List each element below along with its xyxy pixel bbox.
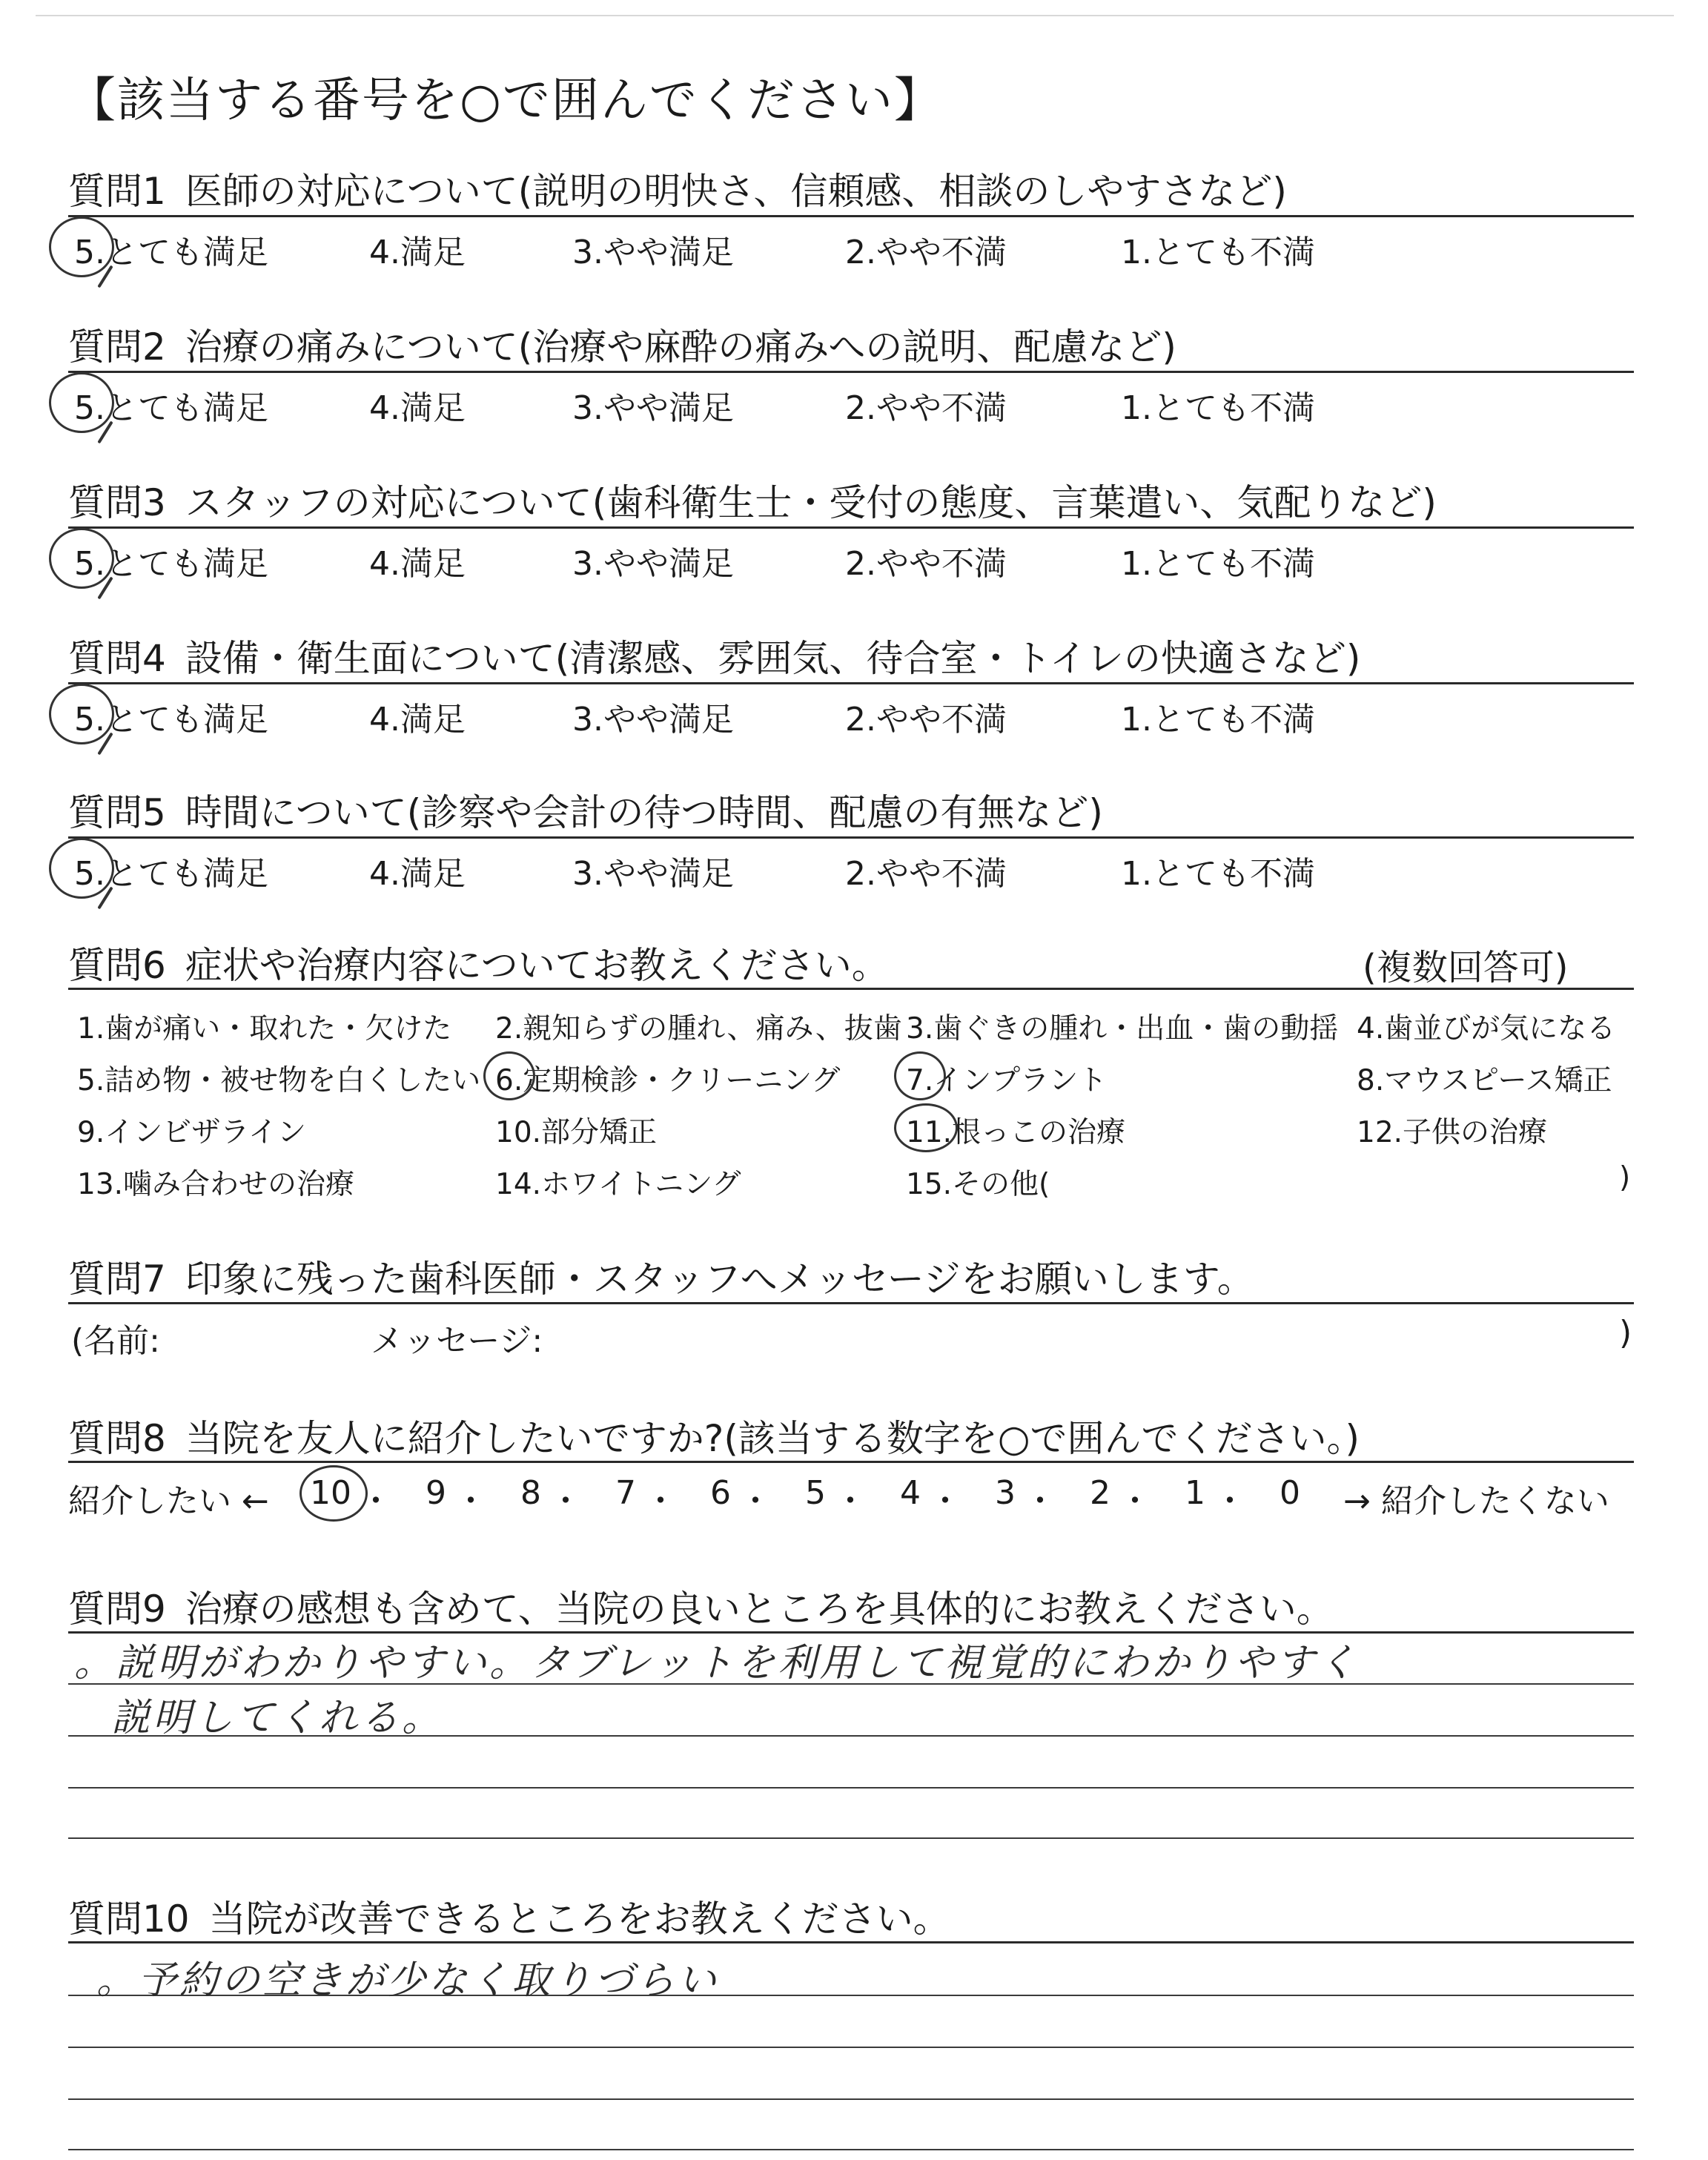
treatment-option[interactable]: 11.根っこの治療: [906, 1116, 1126, 1149]
recommend-scale-value[interactable]: 5: [805, 1474, 826, 1512]
recommend-scale-value[interactable]: 3: [995, 1474, 1016, 1512]
question-6-multiple-note: (複数回答可): [1363, 947, 1569, 988]
question-4-heading: [68, 629, 1360, 682]
question-10-handwritten-answer: 。予約の空きが少なく取りづらい: [96, 1958, 720, 2003]
treatment-option[interactable]: 8.マウスピース矯正: [1357, 1064, 1612, 1097]
question-10-text: 当院が改善できるところをお教えください。: [208, 1898, 950, 1941]
question-1-option[interactable]: 4.満足: [369, 234, 466, 271]
message-label: メッセージ:: [371, 1322, 543, 1360]
question-5-option[interactable]: 1.とても不満: [1121, 855, 1315, 893]
treatment-option[interactable]: 13.噛み合わせの治療: [77, 1168, 355, 1201]
question-4-option[interactable]: 5.とても満足: [74, 701, 268, 739]
recommend-scale-value[interactable]: 1: [1185, 1474, 1205, 1512]
question-10-rule: [68, 1941, 1634, 1943]
question-5-heading: [68, 783, 1103, 836]
question-3-option[interactable]: 3.やや満足: [572, 545, 734, 583]
scale-separator: ・: [929, 1482, 961, 1520]
question-4-rule: [68, 682, 1634, 684]
question-5-option[interactable]: 2.やや不満: [845, 855, 1007, 893]
other-close-paren: ): [1619, 1161, 1631, 1195]
scale-separator: ・: [739, 1482, 772, 1520]
answer-circle-mark: [49, 372, 114, 433]
answer-circle-mark: [49, 684, 114, 744]
question-8-text: 当院を友人に紹介したいですか?(該当する数字を○で囲んでください。): [185, 1417, 1360, 1460]
scale-separator: ・: [549, 1482, 582, 1520]
answer-line: [68, 1837, 1634, 1839]
recommend-scale-value[interactable]: 10: [310, 1474, 351, 1512]
question-6-rule: [68, 988, 1634, 990]
scale-separator: ・: [454, 1482, 487, 1520]
answer-circle-mark: [894, 1103, 958, 1152]
question-4-option[interactable]: 1.とても不満: [1121, 701, 1315, 739]
scale-separator: ・: [360, 1482, 392, 1520]
answer-circle-mark: [894, 1051, 946, 1100]
question-1-heading: [68, 162, 1287, 215]
question-1-option[interactable]: 2.やや不満: [845, 234, 1007, 271]
question-1-text: 医師の対応について(説明の明快さ、信頼感、相談のしやすさなど): [185, 170, 1287, 213]
question-2-rule: [68, 371, 1634, 373]
recommend-scale-value[interactable]: 8: [520, 1474, 541, 1512]
answer-line: [68, 2149, 1634, 2150]
treatment-option[interactable]: 1.歯が痛い・取れた・欠けた: [77, 1012, 452, 1046]
recommend-scale-value[interactable]: 9: [426, 1474, 446, 1512]
question-8-number: 質問8: [68, 1417, 166, 1460]
answer-line: [68, 2047, 1634, 2048]
recommend-scale-value[interactable]: 7: [615, 1474, 636, 1512]
question-2-option[interactable]: 4.満足: [369, 389, 466, 427]
scale-separator: ・: [1119, 1482, 1151, 1520]
question-3-number: 質問3: [68, 481, 166, 524]
question-4-option[interactable]: 3.やや満足: [572, 701, 734, 739]
recommend-scale-value[interactable]: 4: [900, 1474, 921, 1512]
question-6-number: 質問6: [68, 944, 166, 987]
answer-line: [68, 2098, 1634, 2100]
question-1-number: 質問1: [68, 170, 166, 213]
question-3-rule: [68, 526, 1634, 529]
name-label: (名前:: [71, 1322, 160, 1360]
question-4-number: 質問4: [68, 637, 166, 680]
question-1-rule: [68, 215, 1634, 217]
question-5-rule: [68, 836, 1634, 839]
answer-circle-mark: [49, 838, 114, 899]
question-2-option[interactable]: 5.とても満足: [74, 389, 268, 427]
question-5-option[interactable]: 5.とても満足: [74, 855, 268, 893]
treatment-option[interactable]: 3.歯ぐきの腫れ・出血・歯の動揺: [906, 1012, 1339, 1046]
question-3-option[interactable]: 1.とても不満: [1121, 545, 1315, 583]
question-8-heading: [68, 1409, 1360, 1462]
answer-circle-mark: [483, 1051, 535, 1100]
question-5-option[interactable]: 3.やや満足: [572, 855, 734, 893]
scale-separator: ・: [644, 1482, 677, 1520]
question-7-heading: [68, 1249, 1254, 1303]
question-4-option[interactable]: 4.満足: [369, 701, 466, 739]
treatment-option[interactable]: 5.詰め物・被せ物を白くしたい: [77, 1064, 481, 1097]
question-9-handwritten-answer-line-1: 。説明がわかりやすい。タブレットを利用して視覚的にわかりやすく: [74, 1641, 1360, 1685]
treatment-option[interactable]: 12.子供の治療: [1357, 1116, 1548, 1149]
treatment-option[interactable]: 14.ホワイトニング: [495, 1168, 741, 1201]
question-2-option[interactable]: 3.やや満足: [572, 389, 734, 427]
scale-separator: ・: [1024, 1482, 1056, 1520]
question-3-heading: [68, 473, 1437, 526]
question-1-option[interactable]: 1.とても不満: [1121, 234, 1315, 271]
treatment-option[interactable]: 9.インビザライン: [77, 1116, 307, 1149]
recommend-scale-value[interactable]: 2: [1090, 1474, 1110, 1512]
page-top-border: [36, 15, 1674, 16]
question-2-option[interactable]: 2.やや不満: [845, 389, 1007, 427]
treatment-option[interactable]: 10.部分矯正: [495, 1116, 658, 1149]
answer-circle-mark: [299, 1465, 368, 1522]
question-3-option[interactable]: 4.満足: [369, 545, 466, 583]
question-7-number: 質問7: [68, 1258, 166, 1301]
question-10-number: 質問10: [68, 1898, 190, 1941]
question-5-option[interactable]: 4.満足: [369, 855, 466, 893]
scale-separator: ・: [1214, 1482, 1246, 1520]
answer-line: [68, 1787, 1634, 1789]
treatment-option[interactable]: 7.インプラント: [906, 1064, 1108, 1097]
question-7-close-paren: ): [1619, 1314, 1632, 1352]
recommend-label: 紹介したい ←: [68, 1482, 269, 1520]
answer-circle-mark: [49, 217, 114, 277]
not-recommend-label: → 紹介したくない: [1343, 1482, 1609, 1520]
question-1-option[interactable]: 5.とても満足: [74, 234, 268, 271]
question-6-text: 症状や治療内容についてお教えください。: [185, 944, 889, 987]
question-3-text: スタッフの対応について(歯科衛生士・受付の態度、言葉遣い、気配りなど): [185, 481, 1437, 524]
question-3-option[interactable]: 2.やや不満: [845, 545, 1007, 583]
question-3-option[interactable]: 5.とても満足: [74, 545, 268, 583]
question-9-text: 治療の感想も含めて、当院の良いところを具体的にお教えください。: [185, 1588, 1334, 1631]
question-4-option[interactable]: 2.やや不満: [845, 701, 1007, 739]
question-4-text: 設備・衛生面について(清潔感、雰囲気、待合室・トイレの快適さなど): [185, 637, 1361, 680]
question-2-text: 治療の痛みについて(治療や麻酔の痛みへの説明、配慮など): [185, 326, 1176, 369]
question-2-number: 質問2: [68, 326, 166, 369]
question-6-heading: [68, 936, 889, 989]
question-8-rule: [68, 1461, 1634, 1463]
question-7-text: 印象に残った歯科医師・スタッフへメッセージをお願いします。: [185, 1258, 1254, 1301]
recommend-scale-value[interactable]: 0: [1280, 1474, 1300, 1512]
question-9-heading: [68, 1579, 1334, 1633]
page-title: 【該当する番号を○で囲んでください】: [68, 73, 943, 128]
answer-circle-mark: [49, 528, 114, 589]
question-5-text: 時間について(診察や会計の待つ時間、配慮の有無など): [185, 791, 1103, 834]
question-2-heading: [68, 317, 1176, 371]
question-7-rule: [68, 1302, 1634, 1304]
question-9-handwritten-answer-line-2: 説明してくれる。: [111, 1696, 444, 1740]
question-2-option[interactable]: 1.とても不満: [1121, 389, 1315, 427]
treatment-option[interactable]: 6.定期検診・クリーニング: [495, 1064, 841, 1097]
treatment-option[interactable]: 2.親知らずの腫れ、痛み、抜歯: [495, 1012, 902, 1046]
question-5-number: 質問5: [68, 791, 166, 834]
question-10-heading: [68, 1889, 950, 1943]
treatment-option[interactable]: 4.歯並びが気になる: [1357, 1012, 1616, 1046]
question-1-option[interactable]: 3.やや満足: [572, 234, 734, 271]
question-9-number: 質問9: [68, 1588, 166, 1631]
treatment-option[interactable]: 15.その他(: [906, 1168, 1050, 1201]
recommend-scale-value[interactable]: 6: [710, 1474, 731, 1512]
scale-separator: ・: [834, 1482, 867, 1520]
